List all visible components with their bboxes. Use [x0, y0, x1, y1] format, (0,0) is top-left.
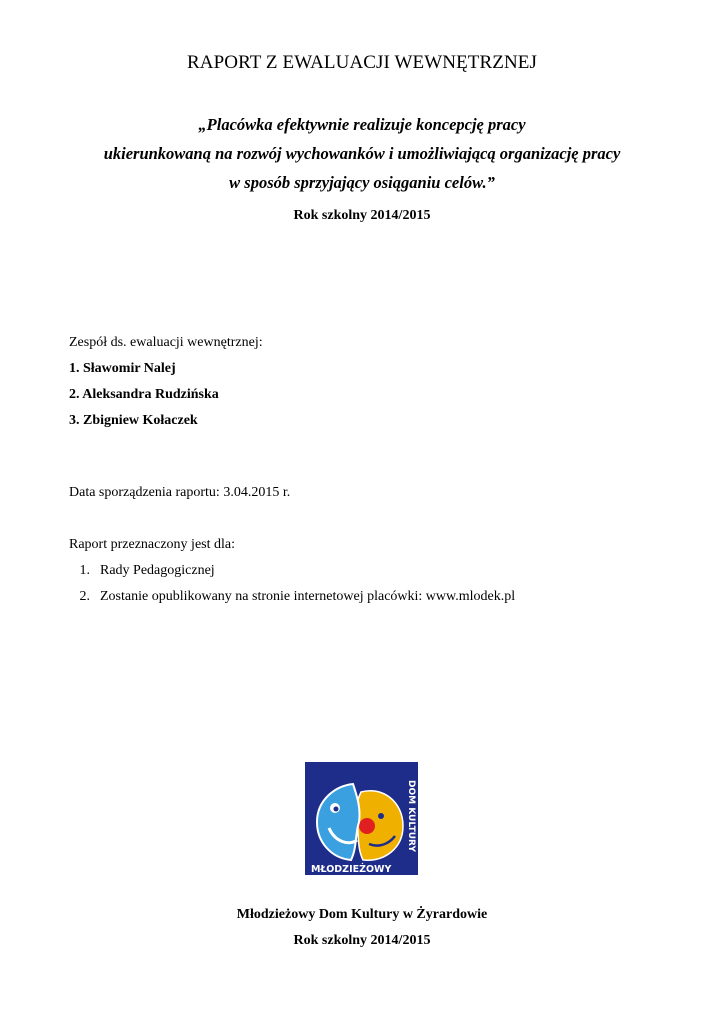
report-date: Data sporządzenia raportu: 3.04.2015 r. — [69, 485, 291, 500]
audience-item — [69, 588, 515, 614]
logo-text-top: DOM KULTURY — [406, 780, 416, 852]
school-year-header: Rok szkolny 2014/2015 — [293, 208, 431, 223]
audience-item-text: Zostanie opublikowany na stronie internetowej placówki: www.mlodek.pl — [100, 589, 516, 604]
team-member: 1. Sławomir Nalej — [69, 361, 176, 376]
motto-line-2: ukierunkowaną na rozwój wychowanków i umożliwiającą organizację pracy — [103, 144, 621, 163]
footer-organization: Młodzieżowy Dom Kultury w Żyrardowie — [236, 907, 488, 922]
team-member: 3. Zbigniew Kołaczek — [69, 413, 198, 428]
motto-line-1: „Placówka efektywnie realizuje koncepcję pracy — [198, 115, 526, 134]
motto-line-3: w sposób sprzyjający osiąganiu celów.” — [229, 173, 495, 192]
audience-item-number: 1. — [79, 563, 90, 578]
audience-list — [69, 562, 515, 614]
audience-item-text: Rady Pedagogicznej — [100, 563, 215, 578]
report-motto — [0, 110, 724, 197]
team-members-list — [69, 360, 219, 438]
logo-text-bottom: MŁODZIEŻOWY — [311, 864, 392, 875]
mdk-logo — [305, 762, 418, 875]
report-title: RAPORT Z EWALUACJI WEWNĘTRZNEJ — [187, 52, 537, 73]
footer-school-year: Rok szkolny 2014/2015 — [293, 933, 431, 948]
yellow-face-nose — [359, 818, 375, 834]
team-member: 2. Aleksandra Rudzińska — [69, 387, 219, 402]
team-label: Zespół ds. ewaluacji wewnętrznej: — [69, 335, 263, 350]
audience-item — [69, 562, 515, 588]
audience-item-number: 2. — [79, 589, 90, 604]
yellow-face-eye — [378, 813, 384, 819]
audience-label: Raport przeznaczony jest dla: — [69, 537, 235, 552]
blue-face-eye — [334, 807, 339, 812]
